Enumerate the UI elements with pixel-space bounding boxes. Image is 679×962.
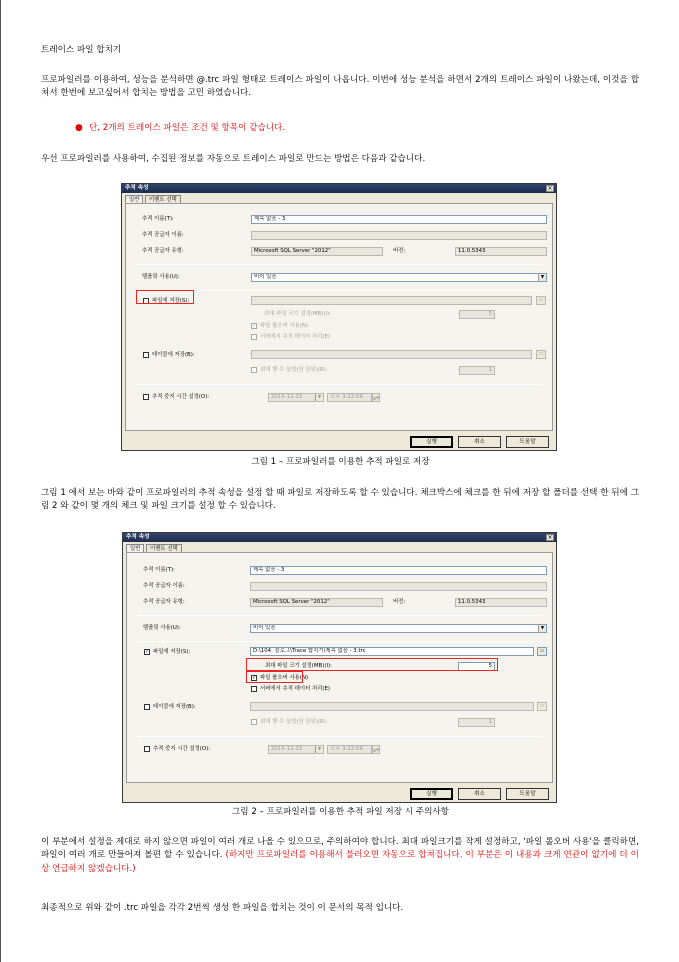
tab-event-selection[interactable]: 이벤트 선택: [146, 544, 182, 553]
stop-time-checkbox[interactable]: [144, 746, 150, 752]
max-rows-checkbox: [251, 367, 257, 373]
caution-text: 이 부분에서 설정을 제대로 하지 않으면 파일이 여러 개로 나올 수 있으므로, 주의하여야 합니다. 최대 파일크기를 작게 설정하고, '파일 롤오버 사용'을 클릭하면, 파일이 여러 개로 만들어져 볼편 할 수 있습니다.: [41, 837, 639, 861]
template-label: 템플릿 사용(U):: [142, 274, 180, 280]
save-to-table-label: 테이블에 저장(B):: [153, 704, 196, 710]
max-rows-input: 1: [458, 718, 495, 727]
rollover-checkbox: ✓: [252, 323, 257, 329]
template-label: 템플릿 사용(U):: [143, 625, 181, 631]
rollover-checkbox[interactable]: ✓: [252, 675, 257, 681]
server-process-checkbox[interactable]: [251, 686, 257, 692]
max-rows-input: 1: [459, 366, 495, 375]
chevron-down-icon: ▼: [315, 746, 323, 753]
tab-general[interactable]: 일반: [126, 544, 144, 553]
dialog-title: 추적 속성: [123, 533, 556, 542]
provider-name-label: 추적 공급자 이름:: [142, 232, 184, 238]
separator: [137, 641, 542, 642]
stop-date-value: 2015-12-15: [271, 746, 303, 752]
version-label: 버전:: [393, 248, 406, 254]
table-picker-icon: ▭: [536, 350, 546, 359]
max-file-size-input[interactable]: 5: [458, 662, 495, 671]
figure-1-caption: 그림 1 – 프로파일러를 이용한 추적 파일로 저장: [251, 457, 430, 467]
max-file-size-label: 최대 파일 크기 설정(MB)(I):: [264, 311, 331, 317]
rollover-label: 파일 롤오버 사용(N): [260, 323, 309, 329]
provider-type-field: Microsoft SQL Server "2012": [251, 247, 383, 256]
bullet-note-text: 단, 2개의 트레이스 파일은 조건 및 항목이 같습니다.: [89, 123, 286, 133]
stop-time-label: 추적 중지 시간 설정(O):: [153, 746, 211, 752]
tab-general[interactable]: 일반: [125, 195, 143, 204]
max-rows-checkbox: [251, 719, 257, 725]
general-panel: [125, 203, 553, 431]
save-to-table-label: 테이블에 저장(B):: [152, 352, 195, 358]
save-to-table-checkbox[interactable]: [143, 352, 149, 358]
figure-2-caption: 그림 2 – 프로파일러를 이용한 추적 파일 저장 시 주의사항: [232, 807, 449, 817]
template-select[interactable]: [251, 273, 547, 282]
save-file-path[interactable]: D:\104. 블로그\Trace 합치기\제목 없음 - 3.trc: [250, 647, 534, 656]
chevron-down-icon[interactable]: ▼: [538, 274, 546, 281]
folder-icon[interactable]: ▭: [537, 647, 547, 656]
cancel-button[interactable]: 취소: [458, 788, 501, 800]
bullet-dot-icon: ●: [75, 123, 83, 133]
server-process-label: 서버에서 추적 데이터 처리(E): [260, 686, 331, 692]
spin-arrows-icon: ▲▼: [373, 395, 380, 400]
paragraph-method: 우선 프로파일러를 사용하여, 수집된 정보를 자동으로 트레이스 파일로 만드는 방법은 다음과 같습니다.: [41, 154, 426, 164]
help-button[interactable]: 도움말: [506, 436, 549, 448]
stop-time-checkbox[interactable]: [143, 394, 149, 400]
max-rows-label: 최대 행 수 설정(천 단위)(R):: [260, 719, 328, 725]
provider-name-label: 추적 공급자 이름:: [143, 583, 185, 589]
save-to-file-label: 파일에 저장(S):: [153, 649, 191, 655]
cancel-button[interactable]: 취소: [458, 436, 501, 448]
stop-time-input: 오후 3:12:59: [327, 393, 372, 402]
save-table-field: [251, 350, 532, 359]
run-button[interactable]: 실행: [410, 436, 453, 448]
paragraph-goal: 최종적으로 위와 같이 .trc 파일을 각각 2번씩 생성 한 파일을 합치는 것이 이 문서의 목적 입니다.: [41, 903, 404, 913]
save-to-table-checkbox[interactable]: [144, 704, 150, 710]
highlight-max-file-size: [246, 658, 498, 671]
save-to-file-checkbox[interactable]: ✓: [145, 649, 150, 655]
separator: [136, 384, 542, 385]
template-value: 비어 있음: [253, 625, 276, 631]
provider-type-label: 추적 공급자 유형:: [142, 248, 184, 254]
stop-date-picker: [268, 745, 324, 754]
trace-name-input[interactable]: 제목 없음 - 3: [250, 566, 547, 575]
trace-name-label: 추적 이름(T):: [142, 216, 174, 222]
close-icon[interactable]: ×: [547, 534, 553, 541]
save-table-field: [250, 702, 534, 711]
server-process-checkbox: [251, 334, 257, 340]
separator: [136, 264, 542, 265]
max-file-size-input: 5: [459, 310, 495, 319]
max-rows-label: 최대 행 수 설정(천 단위)(R):: [260, 367, 328, 373]
close-icon[interactable]: ×: [547, 185, 553, 192]
dialog-title: 추적 속성: [122, 184, 556, 193]
paragraph-caution: [41, 836, 639, 876]
version-label: 버전:: [393, 599, 406, 605]
chevron-down-icon: ▼: [315, 394, 323, 401]
save-to-file-label: 파일에 저장(S):: [152, 298, 190, 304]
save-file-path: [251, 296, 532, 305]
stop-date-picker: [268, 393, 324, 402]
folder-icon[interactable]: ▭: [536, 296, 546, 305]
chevron-down-icon[interactable]: ▼: [538, 625, 546, 632]
document-heading: 트레이스 파일 합치기: [41, 45, 122, 55]
highlight-rollover: [246, 671, 303, 683]
provider-name-field: [250, 582, 547, 591]
rollover-label: 파일 롤오버 사용(N): [260, 675, 309, 681]
run-button[interactable]: 실행: [410, 788, 453, 800]
trace-properties-dialog-2: [122, 532, 557, 803]
trace-name-label: 추적 이름(T):: [143, 567, 175, 573]
server-process-label: 서버에서 추적 데이터 처리(E): [260, 334, 331, 340]
paragraph-intro: 프로파일러를 이용하여, 성능을 분석하면 @.trc 파일 형태로 트레이스 파일이 나옵니다. 이번에 성능 분석을 하면서 2개의 트레이스 파일이 나왔는데, 이것을 합쳐서 한번에 보고싶어서 합치는 방법을 고민 하였습니다.: [41, 75, 639, 99]
stop-time-input: 오후 3:12:59: [327, 745, 372, 754]
separator: [136, 290, 542, 291]
stop-time-label: 추적 중지 시간 설정(O):: [152, 394, 210, 400]
separator: [137, 736, 542, 737]
stop-date-value: 2015-12-15: [271, 394, 303, 400]
version-field: 11.0.5343: [455, 598, 547, 607]
help-button[interactable]: 도움말: [506, 788, 549, 800]
max-file-size-label: 최대 파일 크기 설정(MB)(I):: [265, 663, 332, 669]
provider-type-label: 추적 공급자 유형:: [143, 599, 185, 605]
trace-name-input[interactable]: 제목 없음 - 3: [251, 215, 547, 224]
provider-type-field: Microsoft SQL Server "2012": [250, 598, 383, 607]
trace-properties-dialog-1: [121, 183, 557, 451]
tab-event-selection[interactable]: 이벤트 선택: [145, 195, 181, 204]
version-field: 11.0.5343: [455, 247, 547, 256]
separator: [137, 615, 542, 616]
spin-arrows-icon: ▲▼: [373, 747, 380, 752]
template-select[interactable]: [250, 624, 547, 633]
caution-note-text: (하지만 프로파일러를 이용해서 불러오면 자동으로 합쳐집니다. 이 부분은 이 내용과 크게 연관이 없기에 더 이상 언급하지 않겠습니다.): [41, 850, 639, 874]
provider-name-field: [251, 231, 547, 240]
bullet-note: [75, 122, 286, 135]
highlight-save-to-file: [136, 290, 194, 304]
template-value: 비어 있음: [254, 274, 277, 280]
paragraph-figure1-explanation: 그림 1 에서 보는 바와 같이 프로파일러의 추적 속성을 설정 할 때 파일로 저장하도록 할 수 있습니다. 체크박스에 체크를 한 뒤에 저장 할 폴더를 선택 한 뒤에 그림 2 와 같이 몇 개의 체크 및 파일 크기를 설정 할 수 있습니다.: [41, 488, 639, 512]
table-picker-icon: ▭: [537, 702, 547, 711]
